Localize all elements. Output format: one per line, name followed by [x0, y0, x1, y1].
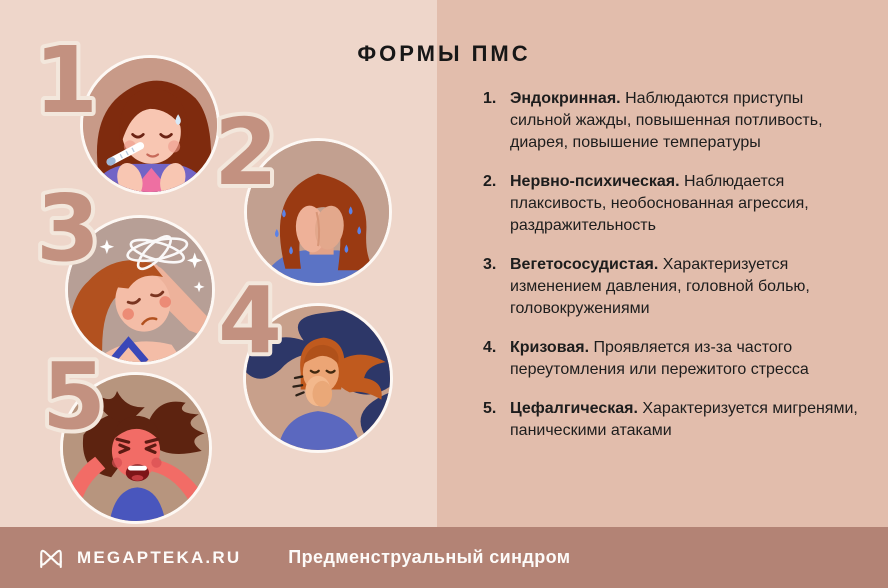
pms-forms-list	[483, 88, 868, 459]
svg-text:2: 2	[214, 99, 279, 206]
list-item-number: 3.	[483, 256, 497, 273]
list-item-number: 4.	[483, 339, 497, 356]
list-item-number: 1.	[483, 90, 497, 107]
list-item-desc: Наблюдаются приступы сильной жажды, повышенная потливость, диарея, повышение температуры	[510, 90, 823, 151]
megapteka-logo-icon	[38, 545, 64, 571]
list-item	[483, 337, 868, 381]
svg-text:1: 1	[34, 27, 99, 134]
step-number-3	[28, 176, 138, 286]
svg-text:4: 4	[218, 267, 283, 374]
step-number-2	[206, 100, 316, 210]
svg-text:5: 5	[42, 343, 107, 450]
list-item-lead: Нервно-психическая.	[510, 173, 680, 190]
list-item-lead: Эндокринная.	[510, 90, 621, 107]
step-number-5	[34, 344, 144, 454]
step-number-1	[26, 28, 136, 138]
list-item-text	[510, 337, 868, 381]
svg-text:3: 3	[36, 175, 101, 282]
footer	[0, 527, 888, 588]
list-item-lead: Кризовая.	[510, 339, 590, 356]
page-title: ФОРМЫ ПМС	[357, 41, 531, 66]
list-item-desc: Проявляется из-за частого переутомления или пережитого стресса	[510, 339, 809, 378]
list-item-text	[510, 171, 868, 237]
brand-name: MEGAPTEKA.RU	[77, 547, 242, 567]
list-item	[483, 171, 868, 237]
list-item-text	[510, 398, 868, 442]
list-item	[483, 254, 868, 320]
list-item-desc: Характеризуется изменением давления, головной болью, головокружениями	[510, 256, 810, 317]
list-item-number: 5.	[483, 400, 497, 417]
list-item-lead: Вегетососудистая.	[510, 256, 659, 273]
list-item-text	[510, 88, 868, 154]
list-item	[483, 398, 868, 442]
list-item-desc: Характеризуется мигренями, паническими атаками	[510, 400, 858, 439]
list-item-number: 2.	[483, 173, 497, 190]
list-item-lead: Цефалгическая.	[510, 400, 638, 417]
list-item	[483, 88, 868, 154]
step-number-4	[210, 268, 320, 378]
footer-subtitle: Предменструальный синдром	[288, 547, 571, 567]
list-item-text	[510, 254, 868, 320]
list-item-desc: Наблюдается плаксивость, необоснованная агрессия, раздражительность	[510, 173, 809, 234]
